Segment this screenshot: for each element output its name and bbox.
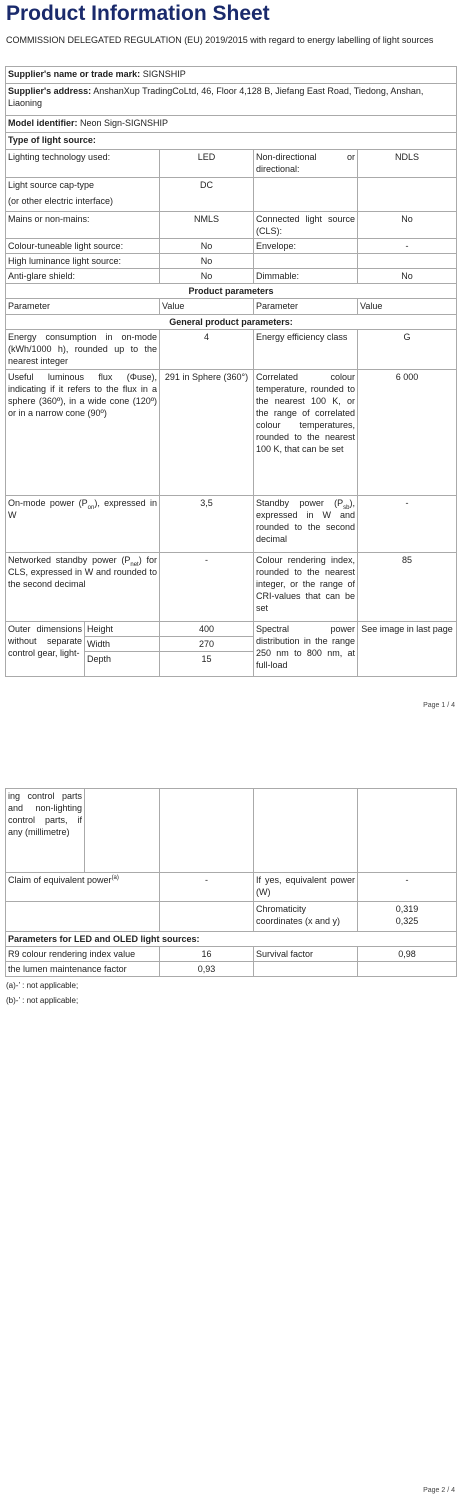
networked-standby-label: Networked standby power $(P_{net})$ for CLS, expressed in W and rounded to the second decimal [6,553,160,622]
model-row: Model identifier: Neon Sign-SIGNSHIP [6,116,457,133]
page-number-2: Page 2 / 4 [423,1487,455,1494]
chromaticity-value: 0,319 0,325 [358,902,457,932]
footnote-b: (b)-’ : not applicable; [6,996,79,1005]
equivalent-power-label: Claim of equivalent power$^{(a)}$ [6,873,160,902]
page-number-1: Page 1 / 4 [423,702,455,709]
led-parameters-header: Parameters for LED and OLED light sources: [6,932,457,947]
type-header: Type of light source: [6,133,457,150]
supplier-name-row: Supplier's name or trade mark: SIGNSHIP [6,67,457,84]
info-table-continued: ing control parts and non-lighting control parts, if any (millimetre) Claim of equivalent power$^{(a)}$ - If yes, equivalent power (W) - Chromaticity coordinates (x and y) 0,319 0,325 Parameters for LED and OLED light sources: R9 colour rendering index value 16 Survival factor 0,98 the lumen maintenance factor 0,93 [5,788,457,977]
page-1 [0,0,461,720]
info-table: Supplier's name or trade mark: SIGNSHIP Supplier's address: AnshanXup TradingCoLtd, 46, Floor 4,128 B, Jiefang East Road, Tiedong, Anshan, Liaoning Model identifier: Neon Sign-SIGNSHIP Type of light source: Lighting technology used: LED Non-directional or directional: NDLS Light source cap-type (or other electric interface) DC Mains or non-mains: NMLS Connected light source (CLS): No Colour-tuneable light source: No Envelope: - High luminance light source: No Anti-glare shield: No Dimmable: No Product parameters Parameter Value Parameter Value General product parameters: Energy consumption in on-mode (kWh/1000 h), rounded up to the nearest integer 4 Energy efficiency class G Useful luminous flux (Φuse), indicating if it refers to the flux in a sphere (360º), in a wide cone (120º) or in a narrow cone (90º) 291 in Sphere (360°) Correlated colour temperature, rounded to the nearest 100 K, or the range of correlated colour temperatures, rounded to the nearest 100 K, that can be set 6 000 On-mode power $(P_{on})$, expressed in W 3,5 Standby power $(P_{sb})$, expressed in W and rounded to the second decimal - Networked standby power $(P_{net})$ for CLS, expressed in W and rounded to the second decimal - Colour rendering index, rounded to the nearest integer, or the range of CRI-values that can be set 85 Outer dimensions without separate control gear, light- Height 400 Spectral power distribution in the range 250 nm to 800 nm, at full-load See image in last page Width 270 Depth 15 [5,66,457,677]
general-parameters-header: General product parameters: [6,315,457,330]
product-parameters-header: Product parameters [6,284,457,299]
cap-type-label: Light source cap-type (or other electric interface) [6,178,160,212]
standby-power-label: Standby power $(P_{sb})$, expressed in W and rounded to the second decimal [254,496,358,553]
page-title: Product Information Sheet [6,2,270,25]
footnote-a: (a)-’ : not applicable; [6,981,79,990]
supplier-address-row: Supplier's address: AnshanXup TradingCoLtd, 46, Floor 4,128 B, Jiefang East Road, Tiedong, Anshan, Liaoning [6,84,457,116]
page-2 [0,785,461,1500]
on-mode-power-label: On-mode power $(P_{on})$, expressed in W [6,496,160,553]
regulation-text: COMMISSION DELEGATED REGULATION (EU) 2019/2015 with regard to energy labelling of light sources [6,35,434,45]
